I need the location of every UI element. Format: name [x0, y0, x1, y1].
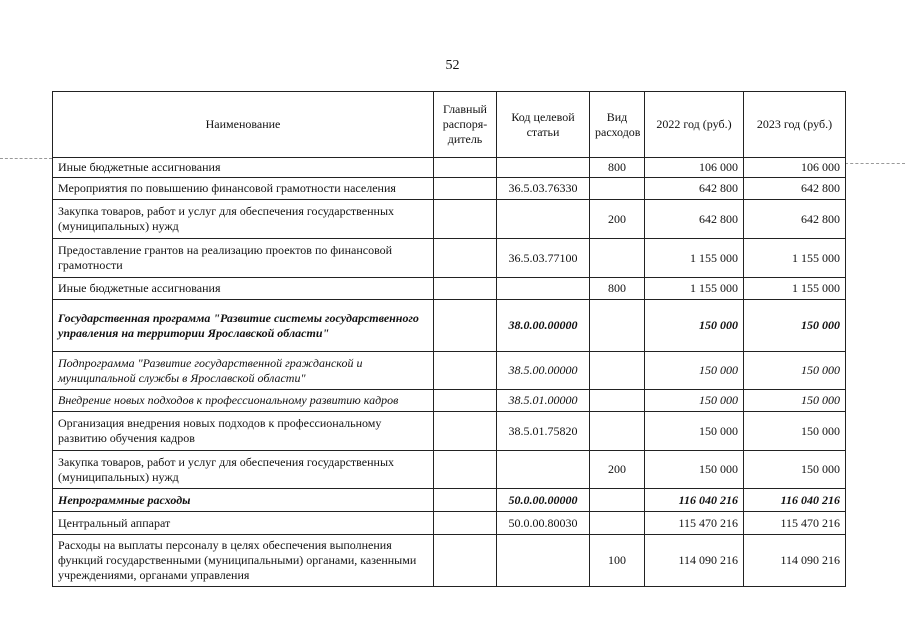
row-code: 38.5.01.00000	[497, 390, 590, 412]
row-kind	[590, 300, 645, 352]
row-2023: 106 000	[744, 158, 846, 178]
row-kind: 200	[590, 200, 645, 239]
row-admin	[434, 178, 497, 200]
row-code: 36.5.03.76330	[497, 178, 590, 200]
row-2022: 642 800	[645, 178, 744, 200]
row-name: Предоставление грантов на реализацию проектов по финансовой грамотности	[53, 239, 434, 278]
header-name: Наименование	[53, 92, 434, 158]
row-kind	[590, 489, 645, 512]
row-admin	[434, 451, 497, 489]
row-kind	[590, 178, 645, 200]
row-2022: 150 000	[645, 390, 744, 412]
table-row	[53, 535, 846, 587]
row-2023: 1 155 000	[744, 278, 846, 300]
row-kind: 200	[590, 451, 645, 489]
table-row	[53, 512, 846, 535]
row-admin	[434, 489, 497, 512]
row-name: Непрограммные расходы	[53, 489, 434, 512]
row-2023: 1 155 000	[744, 239, 846, 278]
table-row	[53, 412, 846, 451]
row-2023: 642 800	[744, 200, 846, 239]
row-code: 38.5.00.00000	[497, 352, 590, 390]
row-code	[497, 451, 590, 489]
row-kind	[590, 512, 645, 535]
row-code	[497, 535, 590, 587]
table-row	[53, 390, 846, 412]
row-2023: 642 800	[744, 178, 846, 200]
row-2022: 150 000	[645, 352, 744, 390]
row-2022: 115 470 216	[645, 512, 744, 535]
row-admin	[434, 239, 497, 278]
table-row	[53, 200, 846, 239]
row-name: Центральный аппарат	[53, 512, 434, 535]
table-row	[53, 352, 846, 390]
row-kind	[590, 412, 645, 451]
row-admin	[434, 200, 497, 239]
row-admin	[434, 158, 497, 178]
table-header-row	[53, 92, 846, 158]
scan-dash-line-left	[0, 158, 52, 159]
page-number: 52	[445, 58, 460, 73]
header-admin: Главный распоря-дитель	[434, 92, 497, 158]
row-2022: 1 155 000	[645, 278, 744, 300]
row-2023: 150 000	[744, 451, 846, 489]
row-admin	[434, 278, 497, 300]
row-kind	[590, 239, 645, 278]
row-2023: 150 000	[744, 300, 846, 352]
row-admin	[434, 535, 497, 587]
row-name: Мероприятия по повышению финансовой грамотности населения	[53, 178, 434, 200]
row-kind: 800	[590, 158, 645, 178]
row-kind	[590, 352, 645, 390]
row-name: Расходы на выплаты персоналу в целях обеспечения выполнения функций государственными (муниципальными) органами, казенными учреждениями, органами управления	[53, 535, 434, 587]
table-row	[53, 239, 846, 278]
row-name: Подпрограмма "Развитие государственной гражданской и муниципальной службы в Ярославской области"	[53, 352, 434, 390]
row-name: Закупка товаров, работ и услуг для обеспечения государственных (муниципальных) нужд	[53, 451, 434, 489]
row-2023: 150 000	[744, 352, 846, 390]
row-2022: 150 000	[645, 412, 744, 451]
row-2023: 115 470 216	[744, 512, 846, 535]
table-row	[53, 451, 846, 489]
header-kind: Вид расходов	[590, 92, 645, 158]
row-kind: 100	[590, 535, 645, 587]
row-kind: 800	[590, 278, 645, 300]
row-kind	[590, 390, 645, 412]
scan-dash-line-right	[845, 163, 905, 164]
row-name: Государственная программа "Развитие системы государственного управления на территории Ярославской области"	[53, 300, 434, 352]
row-2023: 114 090 216	[744, 535, 846, 587]
row-name: Внедрение новых подходов к профессиональному развитию кадров	[53, 390, 434, 412]
row-code: 50.0.00.00000	[497, 489, 590, 512]
row-2022: 150 000	[645, 451, 744, 489]
row-code: 38.5.01.75820	[497, 412, 590, 451]
header-2023: 2023 год (руб.)	[744, 92, 846, 158]
row-code: 36.5.03.77100	[497, 239, 590, 278]
row-2022: 642 800	[645, 200, 744, 239]
row-code	[497, 158, 590, 178]
row-admin	[434, 352, 497, 390]
row-2022: 114 090 216	[645, 535, 744, 587]
row-code	[497, 278, 590, 300]
header-2022: 2022 год (руб.)	[645, 92, 744, 158]
row-2022: 150 000	[645, 300, 744, 352]
row-2022: 106 000	[645, 158, 744, 178]
row-2023: 150 000	[744, 390, 846, 412]
budget-table	[52, 91, 846, 587]
row-code: 50.0.00.80030	[497, 512, 590, 535]
table-row	[53, 300, 846, 352]
table-row	[53, 178, 846, 200]
row-code	[497, 200, 590, 239]
row-code: 38.0.00.00000	[497, 300, 590, 352]
row-name: Организация внедрения новых подходов к профессиональному развитию обучения кадров	[53, 412, 434, 451]
row-2023: 150 000	[744, 412, 846, 451]
row-2023: 116 040 216	[744, 489, 846, 512]
row-2022: 116 040 216	[645, 489, 744, 512]
table-row	[53, 489, 846, 512]
header-code: Код целевой статьи	[497, 92, 590, 158]
row-name: Иные бюджетные ассигнования	[53, 278, 434, 300]
table-row	[53, 158, 846, 178]
row-admin	[434, 390, 497, 412]
row-admin	[434, 412, 497, 451]
row-admin	[434, 300, 497, 352]
row-admin	[434, 512, 497, 535]
row-name: Иные бюджетные ассигнования	[53, 158, 434, 178]
row-name: Закупка товаров, работ и услуг для обеспечения государственных (муниципальных) нужд	[53, 200, 434, 239]
table-row	[53, 278, 846, 300]
row-2022: 1 155 000	[645, 239, 744, 278]
